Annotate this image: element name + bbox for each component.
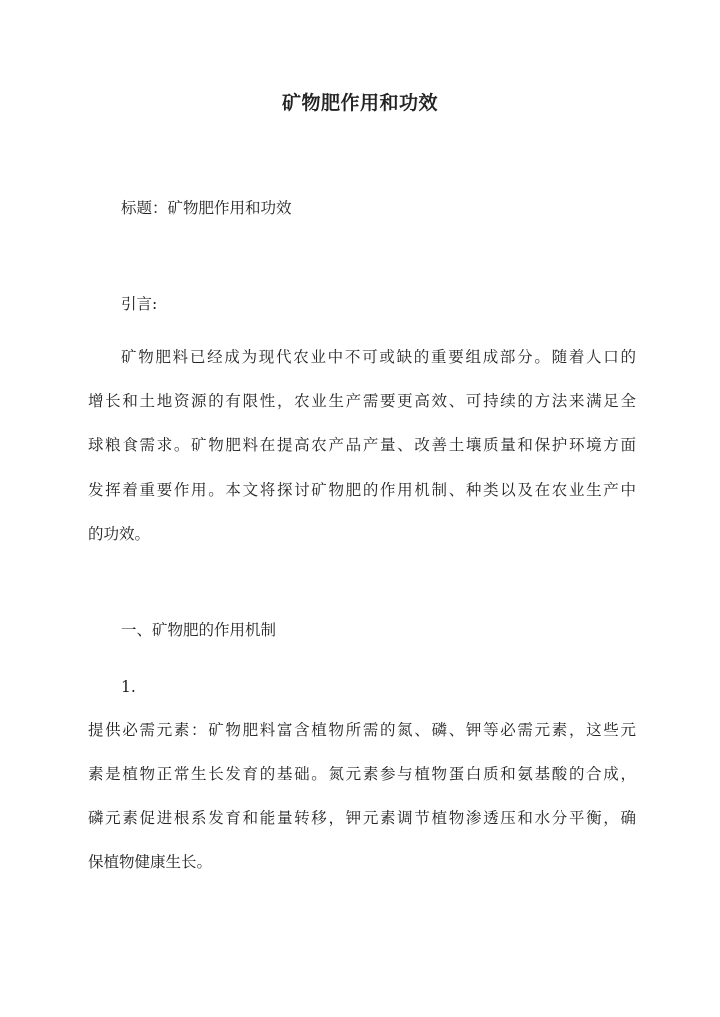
item1-line: 磷元素促进根系发育和能量转移，钾元素调节植物渗透压和水分平衡，确 <box>88 809 636 827</box>
intro-line: 矿物肥料已经成为现代农业中不可或缺的重要组成部分。随着人口的 <box>121 348 636 366</box>
item1-line: 素是植物正常生长发育的基础。氮元素参与植物蛋白质和氨基酸的合成， <box>88 765 636 783</box>
subtitle-line: 标题：矿物肥作用和功效 <box>121 199 292 217</box>
intro-line: 球粮食需求。矿物肥料在提高农产品产量、改善土壤质量和保护环境方面 <box>88 436 636 454</box>
item1-line: 保植物健康生长。 <box>88 853 213 871</box>
page-title: 矿物肥作用和功效 <box>281 92 438 114</box>
list-item-number: 1. <box>121 678 136 696</box>
intro-heading: 引言: <box>121 295 158 313</box>
intro-line: 发挥着重要作用。本文将探讨矿物肥的作用机制、种类以及在农业生产中 <box>88 481 636 499</box>
intro-line: 的功效。 <box>88 525 151 543</box>
intro-line: 增长和土地资源的有限性，农业生产需要更高效、可持续的方法来满足全 <box>88 392 636 410</box>
section-heading: 一、矿物肥的作用机制 <box>121 621 277 639</box>
item1-line: 提供必需元素：矿物肥料富含植物所需的氮、磷、钾等必需元素，这些元 <box>88 721 636 739</box>
